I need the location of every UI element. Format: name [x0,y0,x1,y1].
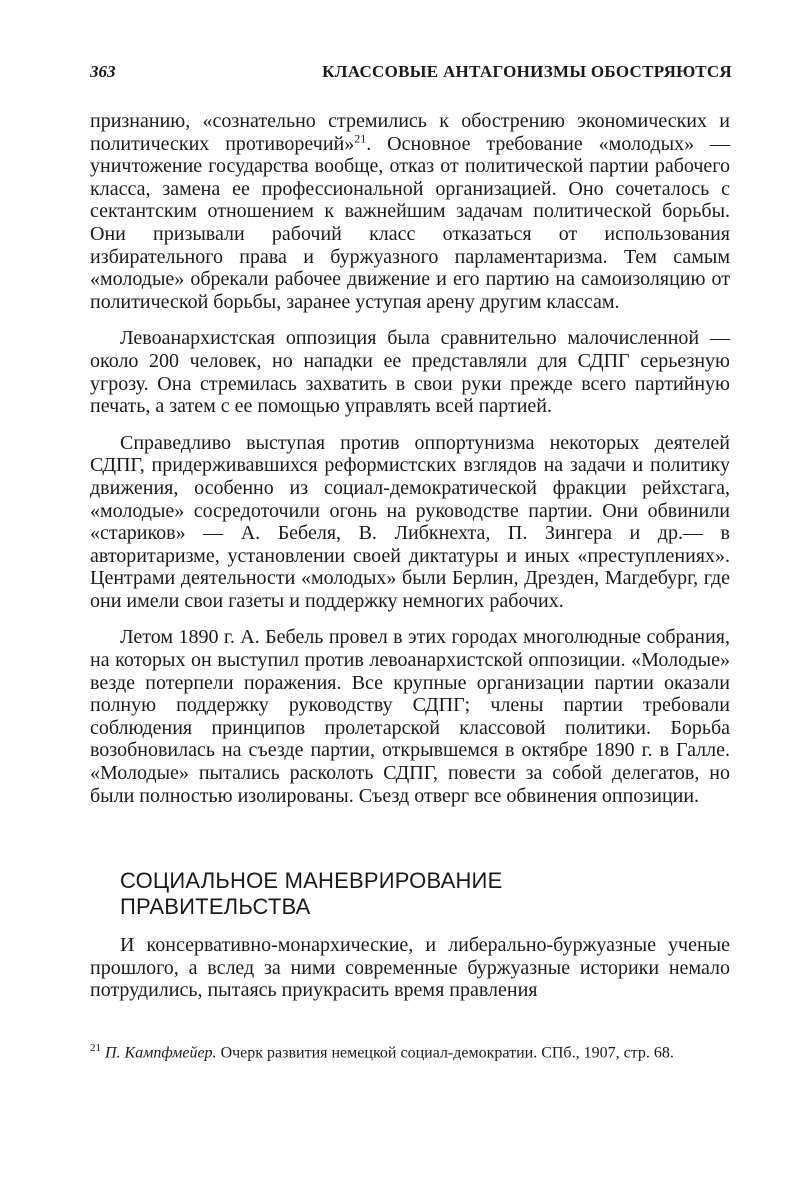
footnote-text: Очерк развития немецкой социал-демократии. СПб., 1907, стр. 68. [220,1044,674,1062]
footnote-mark: 21 [90,1042,101,1054]
footnote-author: П. Кампфмейер. [105,1044,217,1062]
section-text [90,934,730,1002]
paragraph-1-part2: . Основное требование «молодых» — уничтожение государства вообще, отказ от политической партии рабочего класса, замена ее профессиональной организацией. Оно сочеталось с сектантским отношением к важнейшим задачам политической борьбы. Они призывали рабочий класс отказаться от использования избирательного права и буржуазного парламентаризма. Тем самым «молодые» обрекали рабочее движение и его партию на самоизоляцию от политической борьбы, заранее уступая арену другим классам. [90,132,730,313]
paragraph-3: Справедливо выступая против оппортунизма некоторых деятелей СДПГ, придерживавшихся реформистских взглядов на задачи и политику движения, особенно из социал-демократической фракции рейхстага, «молодые» сосредоточили огонь на руководстве партии. Они обвинили «стариков» — А. Бебеля, В. Либкнехта, П. Зингера и др.— в авторитаризме, установлении своей диктатуры и иных «преступлениях». Центрами деятельности «молодых» были Берлин, Дрезден, Магдебург, где они имели свои газеты и поддержку немногих рабочих. [90,431,730,612]
paragraph-4: Летом 1890 г. А. Бебель провел в этих городах многолюдные собрания, на которых он выступил против левоанархистской оппозиции. «Молодые» везде потерпели поражения. Все крупные организации партии оказали полную поддержку руководству СДПГ; члены партии требовали соблюдения принципов пролетарской классовой политики. Борьба возобновилась на съезде партии, открывшемся в октябре 1890 г. в Галле. «Молодые» пытались расколоть СДПГ, повести за собой делегатов, но были полностью изолированы. Съезд отверг все обвинения оппозиции. [90,626,730,807]
section-paragraph: И консервативно-монархические, и либерально-буржуазные ученые прошлого, а вслед за ними современные буржуазные историки немало потрудились, пытаясь приукрасить время правления [90,934,730,1002]
section-heading-line-1: СОЦИАЛЬНОЕ МАНЕВРИРОВАНИЕ [120,868,503,893]
section-heading-line-2: ПРАВИТЕЛЬСТВА [120,894,311,919]
running-title: КЛАССОВЫЕ АНТАГОНИЗМЫ ОБОСТРЯЮТСЯ [322,62,732,81]
paragraph-1 [90,110,730,313]
paragraph-2: Левоанархистская оппозиция была сравнительно малочисленной — около 200 человек, но нападки ее представляли для СДПГ серьезную угрозу. Она стремилась захватить в свои руки прежде всего партийную печать, а затем с ее помощью управлять всей партией. [90,327,730,418]
footnote [90,1038,730,1063]
running-header [90,62,732,86]
page-number: 363 [90,62,116,81]
section-heading [120,868,660,920]
main-text [90,110,730,807]
paragraph-1-part1: признанию, «сознательно стремились к обострению экономических и политических противоречий» [90,110,730,155]
footnote-reference: 21 [354,130,367,145]
